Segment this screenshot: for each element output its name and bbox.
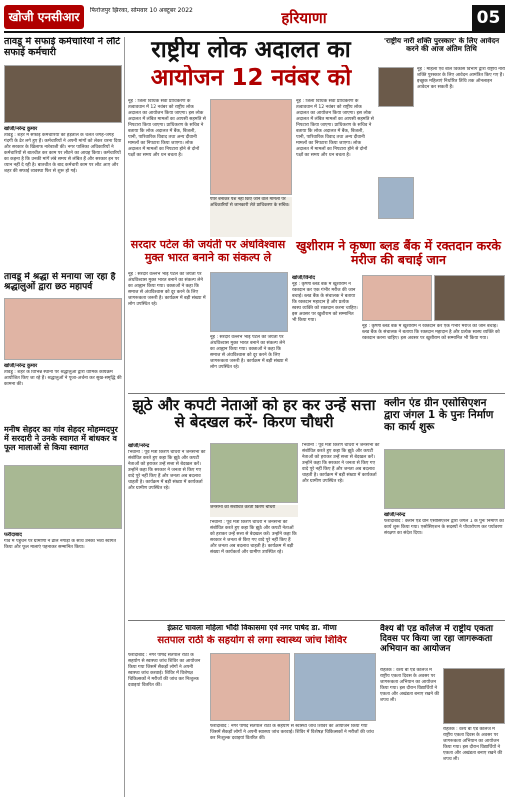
masthead (4, 3, 505, 33)
college-photo (443, 668, 505, 724)
camp-photo-1 (210, 653, 290, 721)
news-photo-1 (362, 275, 432, 321)
story-text-col2: नूंह : जिला विधिक सेवा प्राधिकरण के तत्वावधान में 12 नवंबर को राष्ट्रीय लोक अदालत का आयोजन किया जाएगा। इस लोक अदालत में लंबित मामलों का आपसी सहमति से निपटारा किया जाएगा। प्राधिकरण के सचिव ने बताया कि लोक अदालत में बैंक, बिजली, पानी, पारिवारिक विवाद तथा अन्य दीवानी मामलों का निपटारा किया जाएगा। लोक अदालत में मामलों का निपटारा होने से दोनों पक्षों का समय और धन बचता है। (296, 99, 374, 158)
section-name: हरियाणा (281, 9, 327, 27)
story-text: तावडू : शहर में सफाई कर्मचारियों की हड़ताल के चलते जगह-जगह गंदगी के ढेर लगे हुए हैं। कर्मचारियों ने अपनी मांगों को लेकर धरना दिया और सरकार के खिलाफ नारेबाजी की। नगर पालिका अधिकारियों ने कर्मचारियों से बातचीत कर काम पर लौटने का आग्रह किया। कर्मचारियों का कहना है कि उनकी मांगें लंबे समय से लंबित हैं और सरकार इन पर ध्यान नहीं दे रही है। बातचीत के बाद कर्मचारी काम पर लौट आए और शहर की सफाई व्यवस्था फिर से शुरू हो गई। (4, 133, 122, 174)
headline: तावडू में सफाई कर्मचारियों ने लौटे सफाई कर्मचारी (4, 37, 121, 58)
story-chhath (4, 272, 122, 422)
photo-caption: पेपर बनाकर पेश नहीं किए जाने वाले मामलों पर अधिकारियों से जानकारी लेते प्राधिकरण के सचिव। (210, 197, 292, 237)
photo-caption: जनसभा को संबोधित करती किरण चौधरी (210, 505, 298, 517)
headline: मनीष सेहदर का गांव सेहदर मोहम्मदपुर में सरदारी ने उनके स्वागत में बांधकर व फूल मालाओं से किया स्वागत (4, 425, 118, 453)
portrait-photo (378, 67, 414, 107)
story-text: फरीदाबाद : क्लीन एंड ग्रीन एसोसिएशन द्वारा जंगल 1 के पुनः निर्माण का कार्य शुरू किया गया। एसोसिएशन के सदस्यों ने पौधारोपण कर पर्यावरण संरक्षण का संदेश दिया। (384, 519, 504, 536)
story-text-col1: नूंह : जिला विधिक सेवा प्राधिकरण के तत्वावधान में 12 नवंबर को राष्ट्रीय लोक अदालत का आयोजन किया जाएगा। इस लोक अदालत में लंबित मामलों का आपसी सहमति से निपटारा किया जाएगा। प्राधिकरण के सचिव ने बताया कि लोक अदालत में बैंक, बिजली, पानी, पारिवारिक विवाद तथा अन्य दीवानी मामलों का निपटारा किया जाएगा। लोक अदालत में मामलों का निपटारा होने से दोनों पक्षों का समय और धन बचता है। (128, 99, 206, 158)
byline: खोजी/नरेन्द्र (384, 512, 406, 518)
story-kiran (128, 397, 380, 617)
portrait-photo-2 (378, 177, 414, 219)
byline: खोजी/नरेन्द्र कुमार (4, 126, 38, 132)
dateline: फिरोजपुर झिरका, सोमवार 10 अक्टूबर 2022 (90, 7, 193, 14)
newspaper-logo: खोजी एनसीआर (4, 5, 84, 29)
story-text: नूंह : कृष्णा ब्लड बैंक में खुशीराम ने रक्तदान कर एक गंभीर मरीज की जान बचाई। ब्लड बैंक के संचालक ने बताया कि रक्तदान महादान है और प्रत्येक स्वस्थ व्यक्ति को रक्तदान करना चाहिए। इस अवसर पर खुशीराम को सम्मानित भी किया गया। (292, 282, 358, 323)
story-text-2: फरीदाबाद : नगर पार्षद सतपाल राठी के सहयोग से स्वास्थ्य जांच शिविर का आयोजन किया गया जिसमें सैकड़ों लोगों ने अपनी स्वास्थ्य जांच करवाई। शिविर में विशेषज्ञ चिकित्सकों ने मरीजों की जांच कर निःशुल्क दवाइयां वितरित कीं। (210, 724, 374, 741)
headline: खुशीराम ने कृष्णा ब्लड बैंक में रक्तदान करके मरीज की बचाई जान (296, 239, 501, 268)
camp-photo-2 (294, 653, 376, 721)
column-divider (124, 37, 125, 797)
story-text-2: नूंह : कृष्णा ब्लड बैंक में खुशीराम ने रक्तदान कर एक गंभीर मरीज की जान बचाई। ब्लड बैंक के संचालक ने बताया कि रक्तदान महादान है और प्रत्येक स्वस्थ व्यक्ति को रक्तदान करना चाहिए। इस अवसर पर खुशीराम को सम्मानित भी किया गया। (362, 324, 500, 341)
news-photo-2 (434, 275, 505, 321)
divider (128, 620, 505, 621)
page-number: 05 (472, 5, 505, 31)
byline: खोजी/नरेन्द्र कुमार (4, 363, 38, 369)
lead-photo (210, 99, 292, 195)
byline: खोजी/विनोद (292, 275, 316, 281)
story-vaishya (380, 624, 505, 796)
news-photo (384, 449, 505, 509)
story-health-camp (128, 624, 376, 796)
byline: खोजी/नरेन्द्र (128, 443, 150, 449)
rally-photo (210, 443, 298, 503)
lead-story (128, 37, 374, 237)
story-text: गांव में पहुंचने पर ग्रामीणों ने ढोल नगाड़ों के साथ उनका भव्य स्वागत किया और फूल मालाएं पहनाकर सम्मानित किया। (4, 539, 116, 550)
news-photo (4, 65, 122, 123)
news-photo (4, 465, 122, 529)
divider (128, 393, 505, 394)
lead-headline: आयोजन 12 नवंबर को (150, 65, 352, 91)
story-clean-green (384, 397, 505, 617)
story-text-3: भिवानी : पूर्व मंत्री किरण चौधरी ने जनसभा को संबोधित करते हुए कहा कि झूठे और कपटी नेताओं को हराकर उन्हें सत्ता से बेदखल करें। उन्होंने कहा कि सरकार ने जनता से किए गए वादे पूरे नहीं किए हैं और जनता अब बदलाव चाहती है। कार्यक्रम में बड़ी संख्या में कार्यकर्ता और ग्रामीण उपस्थित रहे। (302, 443, 380, 484)
lead-kicker: राष्ट्रीय लोक अदालत का (151, 37, 351, 63)
story-text-2: रोहतक : वैश्य बी एड कॉलेज में राष्ट्रीय एकता दिवस के अवसर पर जागरूकता अभियान का आयोजन किया गया। इस दौरान विद्यार्थियों ने एकता और अखंडता बनाए रखने की शपथ ली। (443, 727, 503, 762)
headline: 'राष्ट्रीय नारी शक्ति पुरस्कार' के लिए आवेदन करने की आज अंतिम तिथि (383, 37, 500, 54)
story-patel (128, 239, 288, 391)
byline: फरीदाबाद (4, 532, 22, 538)
story-text: फरीदाबाद : नगर पार्षद सतपाल राठी के सहयोग से स्वास्थ्य जांच शिविर का आयोजन किया गया जिसमें सैकड़ों लोगों ने अपनी स्वास्थ्य जांच करवाई। शिविर में विशेषज्ञ चिकित्सकों ने मरीजों की जांच कर निःशुल्क दवाइयां वितरित कीं। (128, 653, 201, 688)
story-safai (4, 37, 122, 269)
headline: सरदार पटेल की जयंती पर अंधविश्वास मुक्त भारत बनाने का संकल्प ले (130, 239, 286, 264)
headline: झूठे और कपटी नेताओं को हर कर उन्हें सत्ता से बेदखल करें- किरण चौधरी (132, 397, 376, 432)
story-nari-shakti (378, 37, 505, 237)
story-text: रोहतक : वैश्य बी एड कॉलेज में राष्ट्रीय एकता दिवस के अवसर पर जागरूकता अभियान का आयोजन किया गया। इस दौरान विद्यार्थियों ने एकता और अखंडता बनाए रखने की शपथ ली। (380, 668, 440, 703)
story-text-2: भिवानी : पूर्व मंत्री किरण चौधरी ने जनसभा को संबोधित करते हुए कहा कि झूठे और कपटी नेताओं को हराकर उन्हें सत्ता से बेदखल करें। उन्होंने कहा कि सरकार ने जनता से किए गए वादे पूरे नहीं किए हैं और जनता अब बदलाव चाहती है। कार्यक्रम में बड़ी संख्या में कार्यकर्ता और ग्रामीण उपस्थित रहे। (210, 520, 297, 555)
kicker: इंफ्राट चावला महिला भौंदी विकासमा एवं नगर पार्षद डा. मीणा (167, 624, 337, 632)
story-manish (4, 425, 122, 795)
story-text: नूंह : महिला एवं बाल विकास विभाग द्वारा राष्ट्रीय नारी शक्ति पुरस्कार के लिए आवेदन आमंत्रित किए गए हैं। इच्छुक महिलाएं निर्धारित तिथि तक ऑनलाइन आवेदन कर सकती हैं। (417, 67, 505, 90)
headline: सतपाल राठी के सहयोग से लगा स्वास्थ्य जांच शिविर (157, 635, 347, 646)
news-photo (4, 298, 122, 360)
story-text: तावडू : शहर के विभिन्न स्थानों पर श्रद्धालुओं द्वारा धार्मिक कार्यक्रम आयोजित किए जा रहे हैं। श्रद्धालुओं ने पूजा-अर्चना कर सुख-समृद्धि की कामना की। (4, 370, 122, 387)
story-text: भिवानी : पूर्व मंत्री किरण चौधरी ने जनसभा को संबोधित करते हुए कहा कि झूठे और कपटी नेताओं को हराकर उन्हें सत्ता से बेदखल करें। उन्होंने कहा कि सरकार ने जनता से किए गए वादे पूरे नहीं किए हैं और जनता अब बदलाव चाहती है। कार्यक्रम में बड़ी संख्या में कार्यकर्ता और ग्रामीण उपस्थित रहे। (128, 450, 206, 491)
headline: तावडू में श्रद्धा से मनाया जा रहा है श्रद्धालुओं द्वारा छठ महापर्व (4, 272, 116, 293)
headline: वैश्य बी एड कॉलेज में राष्ट्रीय एकता दिवस पर किया जा रहा जागरूकता अभियान का आयोजन (380, 624, 494, 655)
story-blood-bank (292, 239, 505, 389)
headline: क्लीन एंड ग्रीन एसोसिएशन द्वारा जंगल 1 के पुनः निर्माण का कार्य शुरू (384, 397, 494, 434)
story-text-2: नूंह : सरदार वल्लभ भाई पटेल की जयंती पर अंधविश्वास मुक्त भारत बनाने का संकल्प लेने का आह्वान किया गया। वक्ताओं ने कहा कि समाज से अंधविश्वास को दूर करने के लिए जागरूकता जरूरी है। कार्यक्रम में बड़ी संख्या में लोग उपस्थित रहे। (210, 335, 288, 370)
news-photo (210, 272, 288, 332)
story-text: नूंह : सरदार वल्लभ भाई पटेल की जयंती पर अंधविश्वास मुक्त भारत बनाने का संकल्प लेने का आह्वान किया गया। वक्ताओं ने कहा कि समाज से अंधविश्वास को दूर करने के लिए जागरूकता जरूरी है। कार्यक्रम में बड़ी संख्या में लोग उपस्थित रहे। (128, 272, 206, 307)
